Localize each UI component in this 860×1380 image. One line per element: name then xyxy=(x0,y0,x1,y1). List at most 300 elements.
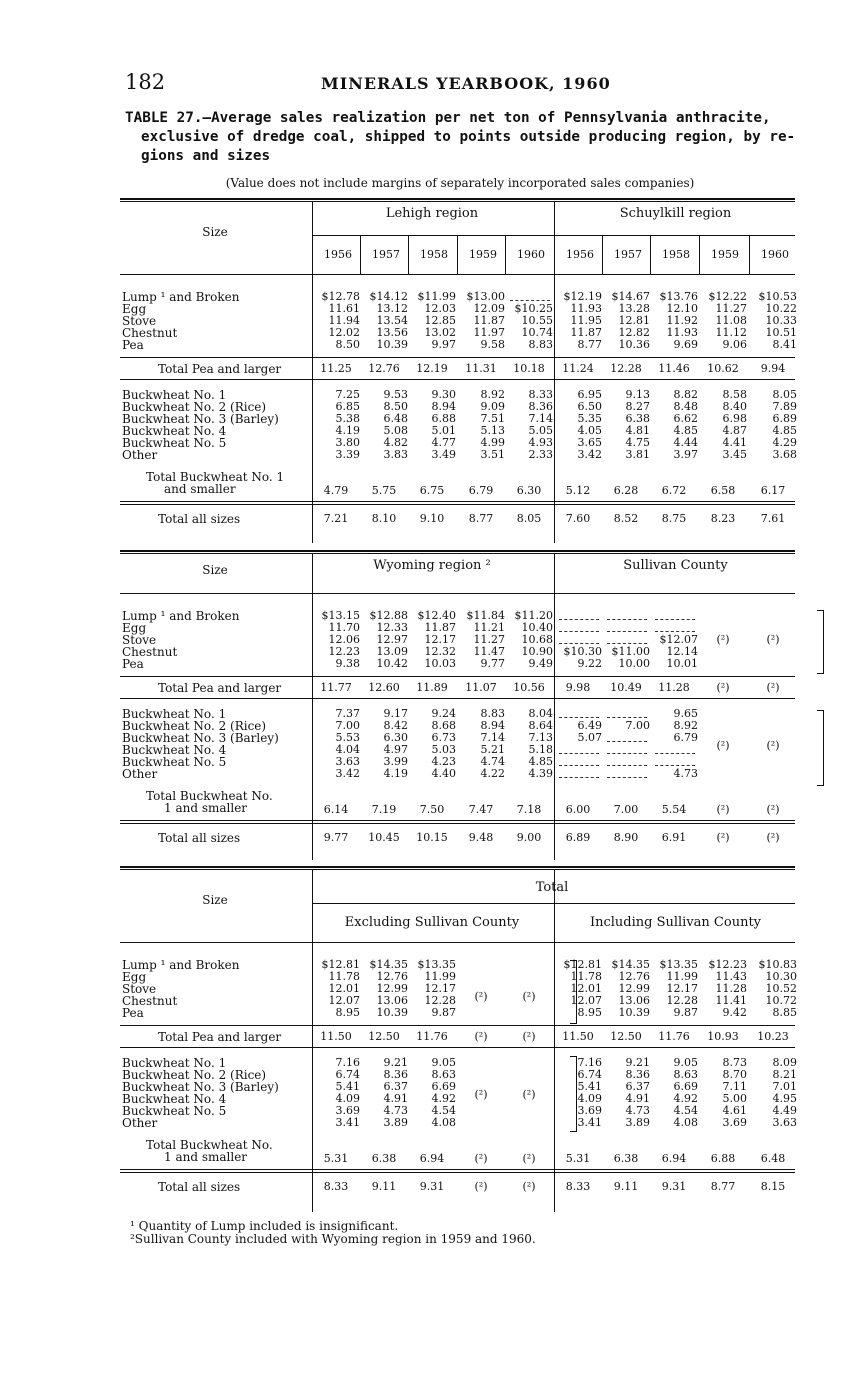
value-cell: 4.29 xyxy=(772,436,797,449)
value-cell: $12.78 xyxy=(321,290,360,303)
row-label: Total Pea and larger xyxy=(158,681,282,695)
value-cell: $13.35 xyxy=(659,958,698,971)
total-cell: 6.48 xyxy=(760,1152,786,1165)
value-cell: 4.23 xyxy=(431,755,456,768)
value-cell: 3.83 xyxy=(383,448,408,461)
row-label: Buckwheat No. 4 xyxy=(122,743,227,757)
rule-line xyxy=(120,869,795,870)
total-cell: 4.79 xyxy=(323,484,349,497)
row-label: Other xyxy=(122,767,158,781)
total-cell: (²) xyxy=(522,1180,536,1193)
value-cell: 12.17 xyxy=(424,982,456,995)
row-label: Buckwheat No. 2 (Rice) xyxy=(122,1068,267,1082)
total-cell: 8.90 xyxy=(613,831,639,844)
year-header: 1958 xyxy=(420,248,448,261)
value-cell: 4.91 xyxy=(625,1092,650,1105)
value-cell: 12.81 xyxy=(618,314,650,327)
value-cell: 6.69 xyxy=(673,1080,698,1093)
value-cell: 6.88 xyxy=(431,412,456,425)
value-cell: 8.09 xyxy=(772,1056,797,1069)
row-label: Total Pea and larger xyxy=(158,362,282,376)
value-cell: 3.99 xyxy=(383,755,408,768)
empty-cell xyxy=(559,631,599,632)
value-cell: 4.81 xyxy=(625,424,650,437)
value-cell: $12.23 xyxy=(708,958,747,971)
group-header: Excluding Sullivan County xyxy=(344,915,520,930)
value-cell: $12.81 xyxy=(563,958,602,971)
empty-cell xyxy=(607,753,647,754)
table-note: (Value does not include margins of separately incorporated sales companies) xyxy=(225,176,695,190)
value-cell: 4.82 xyxy=(383,436,408,449)
value-cell: 4.75 xyxy=(625,436,650,449)
value-cell: 7.25 xyxy=(335,388,360,401)
value-cell: 11.87 xyxy=(424,621,456,634)
column-divider xyxy=(505,236,506,274)
row-label: Total Pea and larger xyxy=(158,1030,282,1044)
value-cell: 11.94 xyxy=(328,314,360,327)
total-cell: 8.33 xyxy=(565,1180,591,1193)
value-cell: 10.30 xyxy=(765,970,797,983)
value-cell: 8.83 xyxy=(528,338,553,351)
size-header: Size xyxy=(202,563,228,577)
total-cell: 8.75 xyxy=(661,512,687,525)
value-cell: 6.50 xyxy=(577,400,602,413)
value-cell: 11.78 xyxy=(570,970,602,983)
total-cell: 10.15 xyxy=(416,831,448,844)
total-cell: 10.93 xyxy=(707,1030,739,1043)
value-cell: $14.67 xyxy=(611,290,650,303)
value-cell: 3.42 xyxy=(577,448,602,461)
year-header: 1959 xyxy=(469,248,497,261)
value-cell: 3.97 xyxy=(673,448,698,461)
value-cell: 12.99 xyxy=(618,982,650,995)
value-cell: 5.41 xyxy=(577,1080,602,1093)
group-header: Wyoming region ² xyxy=(373,558,491,573)
row-label: Chestnut xyxy=(122,645,178,659)
column-divider xyxy=(650,236,651,274)
value-cell: 13.56 xyxy=(376,326,408,339)
brace-note: (²) xyxy=(474,1088,488,1101)
brace xyxy=(817,610,824,674)
row-label: Lump ¹ and Broken xyxy=(122,609,240,623)
total-cell: 9.31 xyxy=(661,1180,687,1193)
empty-cell xyxy=(607,619,647,620)
value-cell: 12.33 xyxy=(376,621,408,634)
column-divider xyxy=(360,236,361,274)
value-cell: $12.88 xyxy=(369,609,408,622)
value-cell: 11.93 xyxy=(570,302,602,315)
row-label: Pea xyxy=(122,1006,144,1020)
value-cell: 5.03 xyxy=(431,743,456,756)
value-cell: 3.69 xyxy=(335,1104,360,1117)
brace xyxy=(570,960,577,1024)
value-cell: 4.87 xyxy=(722,424,747,437)
value-cell: 9.24 xyxy=(431,707,456,720)
column-divider xyxy=(457,236,458,274)
empty-cell xyxy=(607,643,647,644)
value-cell: 9.42 xyxy=(722,1006,747,1019)
value-cell: 4.54 xyxy=(673,1104,698,1117)
value-cell: $10.25 xyxy=(514,302,553,315)
value-cell: 13.06 xyxy=(376,994,408,1007)
empty-cell xyxy=(655,619,695,620)
total-cell: 6.38 xyxy=(613,1152,639,1165)
total-cell: 11.76 xyxy=(416,1030,448,1043)
value-cell: 8.42 xyxy=(383,719,408,732)
row-label: Buckwheat No. 3 (Barley) xyxy=(122,731,279,745)
rule-line xyxy=(120,1025,795,1026)
value-cell: 3.49 xyxy=(431,448,456,461)
empty-cell xyxy=(607,717,647,718)
total-cell: 7.19 xyxy=(371,803,397,816)
empty-cell xyxy=(655,765,695,766)
brace-note: (²) xyxy=(766,633,780,646)
total-cell: (²) xyxy=(474,1030,488,1043)
value-cell: 9.87 xyxy=(431,1006,456,1019)
value-cell: 11.92 xyxy=(666,314,698,327)
value-cell: 11.47 xyxy=(473,645,505,658)
value-cell: 3.42 xyxy=(335,767,360,780)
brace xyxy=(817,710,824,786)
value-cell: 8.21 xyxy=(772,1068,797,1081)
year-header: 1957 xyxy=(372,248,400,261)
value-cell: 6.37 xyxy=(383,1080,408,1093)
value-cell: 8.04 xyxy=(528,707,553,720)
value-cell: 11.12 xyxy=(715,326,747,339)
total-cell: 10.49 xyxy=(610,681,642,694)
value-cell: 4.19 xyxy=(335,424,360,437)
total-cell: 6.00 xyxy=(565,803,591,816)
value-cell: 11.43 xyxy=(715,970,747,983)
value-cell: 8.92 xyxy=(480,388,505,401)
value-cell: 11.61 xyxy=(328,302,360,315)
group-header: Including Sullivan County xyxy=(589,915,762,930)
value-cell: 11.95 xyxy=(570,314,602,327)
value-cell: 4.40 xyxy=(431,767,456,780)
row-label: Chestnut xyxy=(122,994,178,1008)
value-cell: 6.85 xyxy=(335,400,360,413)
value-cell: 5.38 xyxy=(335,412,360,425)
total-cell: 12.60 xyxy=(368,681,400,694)
value-cell: 9.05 xyxy=(673,1056,698,1069)
empty-cell xyxy=(510,300,550,301)
value-cell: 10.90 xyxy=(521,645,553,658)
footnote-2: ²Sullivan County included with Wyoming region in 1959 and 1960. xyxy=(130,1232,536,1246)
value-cell: 12.06 xyxy=(328,633,360,646)
footnote-1: ¹ Quantity of Lump included is insignificant. xyxy=(130,1219,399,1233)
value-cell: 3.69 xyxy=(722,1116,747,1129)
row-label: Buckwheat No. 4 xyxy=(122,424,227,438)
total-cell: 9.11 xyxy=(371,1180,397,1193)
value-cell: 4.85 xyxy=(528,755,553,768)
value-cell: 4.61 xyxy=(722,1104,747,1117)
page-number: 182 xyxy=(125,70,166,94)
row-label: Stove xyxy=(122,314,157,328)
row-label: Egg xyxy=(122,302,147,316)
total-cell: 11.31 xyxy=(465,362,497,375)
value-cell: $14.12 xyxy=(369,290,408,303)
value-cell: 8.63 xyxy=(673,1068,698,1081)
value-cell: 9.21 xyxy=(383,1056,408,1069)
value-cell: 9.53 xyxy=(383,388,408,401)
row-label: Buckwheat No. 2 (Rice) xyxy=(122,400,267,414)
value-cell: 10.74 xyxy=(521,326,553,339)
row-label: Buckwheat No. 2 (Rice) xyxy=(122,719,267,733)
value-cell: $12.07 xyxy=(659,633,698,646)
value-cell: 10.03 xyxy=(424,657,456,670)
brace-note: (²) xyxy=(522,990,536,1003)
value-cell: $11.00 xyxy=(611,645,650,658)
total-cell: (²) xyxy=(522,1030,536,1043)
total-cell: 11.89 xyxy=(416,681,448,694)
value-cell: 5.18 xyxy=(528,743,553,756)
total-cell: 8.52 xyxy=(613,512,639,525)
value-cell: $14.35 xyxy=(369,958,408,971)
total-cell: 5.31 xyxy=(323,1152,349,1165)
row-label: Total all sizes xyxy=(158,512,241,526)
value-cell: 3.68 xyxy=(772,448,797,461)
value-cell: 7.16 xyxy=(577,1056,602,1069)
rule-line xyxy=(120,201,795,202)
table-section-s2 xyxy=(120,550,795,860)
total-cell: 6.75 xyxy=(419,484,445,497)
rule-line xyxy=(120,501,795,502)
value-cell: 3.89 xyxy=(625,1116,650,1129)
row-label: and smaller xyxy=(164,482,236,496)
value-cell: 4.97 xyxy=(383,743,408,756)
size-header: Size xyxy=(202,225,228,239)
total-cell: (²) xyxy=(474,1180,488,1193)
rule-line xyxy=(120,550,795,552)
value-cell: 7.14 xyxy=(480,731,505,744)
value-cell: 4.41 xyxy=(722,436,747,449)
total-cell: 6.94 xyxy=(661,1152,687,1165)
value-cell: 7.00 xyxy=(335,719,360,732)
total-cell: 11.46 xyxy=(658,362,690,375)
value-cell: 3.80 xyxy=(335,436,360,449)
row-label: Buckwheat No. 5 xyxy=(122,1104,227,1118)
total-cell: 9.11 xyxy=(613,1180,639,1193)
value-cell: 12.99 xyxy=(376,982,408,995)
value-cell: 11.27 xyxy=(715,302,747,315)
value-cell: 3.69 xyxy=(577,1104,602,1117)
total-cell: (²) xyxy=(766,803,780,816)
empty-cell xyxy=(559,753,599,754)
total-cell: (²) xyxy=(766,831,780,844)
value-cell: 8.27 xyxy=(625,400,650,413)
total-cell: 8.05 xyxy=(516,512,542,525)
total-cell: 8.77 xyxy=(710,1180,736,1193)
value-cell: 11.87 xyxy=(570,326,602,339)
value-cell: 11.41 xyxy=(715,994,747,1007)
value-cell: 8.77 xyxy=(577,338,602,351)
value-cell: 9.97 xyxy=(431,338,456,351)
value-cell: 4.91 xyxy=(383,1092,408,1105)
total-cell: 6.38 xyxy=(371,1152,397,1165)
rule-line xyxy=(120,698,795,699)
value-cell: 4.77 xyxy=(431,436,456,449)
value-cell: 8.50 xyxy=(383,400,408,413)
total-cell: 10.23 xyxy=(757,1030,789,1043)
value-cell: 4.22 xyxy=(480,767,505,780)
empty-cell xyxy=(607,765,647,766)
table-title-line-3: gions and sizes xyxy=(141,148,271,164)
row-label: Buckwheat No. 1 xyxy=(122,707,227,721)
value-cell: 3.41 xyxy=(577,1116,602,1129)
value-cell: 12.82 xyxy=(618,326,650,339)
total-cell: (²) xyxy=(522,1152,536,1165)
value-cell: 6.30 xyxy=(383,731,408,744)
value-cell: 9.49 xyxy=(528,657,553,670)
total-cell: 6.14 xyxy=(323,803,349,816)
total-cell: 8.23 xyxy=(710,512,736,525)
value-cell: 12.76 xyxy=(376,970,408,983)
value-cell: 10.55 xyxy=(521,314,553,327)
value-cell: 3.63 xyxy=(772,1116,797,1129)
total-cell: 9.48 xyxy=(468,831,494,844)
value-cell: 13.09 xyxy=(376,645,408,658)
value-cell: 7.37 xyxy=(335,707,360,720)
value-cell: 11.97 xyxy=(473,326,505,339)
value-cell: 11.27 xyxy=(473,633,505,646)
value-cell: 7.51 xyxy=(480,412,505,425)
value-cell: 7.01 xyxy=(772,1080,797,1093)
total-cell: 12.19 xyxy=(416,362,448,375)
value-cell: 8.85 xyxy=(772,1006,797,1019)
value-cell: 3.63 xyxy=(335,755,360,768)
value-cell: 13.06 xyxy=(618,994,650,1007)
total-cell: 6.30 xyxy=(516,484,542,497)
rule-line xyxy=(120,1172,795,1173)
value-cell: $12.19 xyxy=(563,290,602,303)
value-cell: 8.68 xyxy=(431,719,456,732)
value-cell: 9.38 xyxy=(335,657,360,670)
value-cell: 12.28 xyxy=(666,994,698,1007)
value-cell: 4.09 xyxy=(335,1092,360,1105)
total-cell: 8.10 xyxy=(371,512,397,525)
value-cell: 4.39 xyxy=(528,767,553,780)
rule-line xyxy=(120,1169,795,1170)
value-cell: $14.35 xyxy=(611,958,650,971)
row-label: Egg xyxy=(122,970,147,984)
value-cell: 5.05 xyxy=(528,424,553,437)
total-cell: 11.77 xyxy=(320,681,352,694)
total-cell: 6.79 xyxy=(468,484,494,497)
total-cell: 11.28 xyxy=(658,681,690,694)
rule-line xyxy=(120,379,795,380)
row-label: Buckwheat No. 1 xyxy=(122,388,227,402)
value-cell: 12.02 xyxy=(328,326,360,339)
value-cell: 9.17 xyxy=(383,707,408,720)
column-divider xyxy=(408,236,409,274)
row-label: Total Buckwheat No. xyxy=(146,1138,273,1152)
empty-cell xyxy=(607,631,647,632)
value-cell: 4.54 xyxy=(431,1104,456,1117)
value-cell: 10.36 xyxy=(618,338,650,351)
group-header: Sullivan County xyxy=(623,558,728,573)
row-label: Lump ¹ and Broken xyxy=(122,290,240,304)
empty-cell xyxy=(559,643,599,644)
brace-note: (²) xyxy=(766,739,780,752)
total-cell: 9.10 xyxy=(419,512,445,525)
year-header: 1959 xyxy=(711,248,739,261)
value-cell: 10.00 xyxy=(618,657,650,670)
value-cell: 4.74 xyxy=(480,755,505,768)
total-cell: 7.00 xyxy=(613,803,639,816)
rule-line xyxy=(120,866,795,868)
value-cell: $11.20 xyxy=(514,609,553,622)
total-cell: 9.77 xyxy=(323,831,349,844)
group-header: Lehigh region xyxy=(385,206,479,221)
value-cell: 9.65 xyxy=(673,707,698,720)
empty-cell xyxy=(655,631,695,632)
value-cell: 6.48 xyxy=(383,412,408,425)
value-cell: 4.08 xyxy=(431,1116,456,1129)
value-cell: 4.95 xyxy=(772,1092,797,1105)
value-cell: 13.54 xyxy=(376,314,408,327)
value-cell: 8.50 xyxy=(335,338,360,351)
total-cell: 12.76 xyxy=(368,362,400,375)
value-cell: 9.05 xyxy=(431,1056,456,1069)
row-label: Buckwheat No. 5 xyxy=(122,755,227,769)
total-cell: 6.58 xyxy=(710,484,736,497)
value-cell: 9.30 xyxy=(431,388,456,401)
value-cell: 9.69 xyxy=(673,338,698,351)
value-cell: 9.87 xyxy=(673,1006,698,1019)
total-cell: 7.61 xyxy=(760,512,786,525)
total-cell: (²) xyxy=(716,831,730,844)
total-cell: 6.89 xyxy=(565,831,591,844)
value-cell: 10.22 xyxy=(765,302,797,315)
brace-note: (²) xyxy=(474,990,488,1003)
value-cell: 10.33 xyxy=(765,314,797,327)
value-cell: $13.15 xyxy=(321,609,360,622)
value-cell: 11.99 xyxy=(666,970,698,983)
rule-line xyxy=(120,593,795,594)
value-cell: 11.93 xyxy=(666,326,698,339)
value-cell: 8.95 xyxy=(577,1006,602,1019)
column-divider xyxy=(749,236,750,274)
value-cell: 12.10 xyxy=(666,302,698,315)
total-cell: 11.07 xyxy=(465,681,497,694)
value-cell: 9.09 xyxy=(480,400,505,413)
value-cell: 8.36 xyxy=(383,1068,408,1081)
total-cell: 9.98 xyxy=(565,681,591,694)
value-cell: 12.07 xyxy=(570,994,602,1007)
value-cell: 9.77 xyxy=(480,657,505,670)
group-header: Total xyxy=(535,880,569,895)
rule-line xyxy=(120,820,795,821)
total-cell: 11.50 xyxy=(320,1030,352,1043)
total-cell: (²) xyxy=(766,681,780,694)
year-header: 1956 xyxy=(324,248,352,261)
rule-line xyxy=(120,357,795,358)
total-cell: 9.00 xyxy=(516,831,542,844)
total-cell: 10.56 xyxy=(513,681,545,694)
total-cell: (²) xyxy=(716,681,730,694)
row-label: Total all sizes xyxy=(158,1180,241,1194)
value-cell: 7.89 xyxy=(772,400,797,413)
rule-line xyxy=(120,823,795,824)
row-label: Buckwheat No. 1 xyxy=(122,1056,227,1070)
value-cell: 3.89 xyxy=(383,1116,408,1129)
value-cell: 6.38 xyxy=(625,412,650,425)
value-cell: 10.52 xyxy=(765,982,797,995)
total-cell: 12.50 xyxy=(610,1030,642,1043)
row-label: Buckwheat No. 5 xyxy=(122,436,227,450)
total-cell: 6.94 xyxy=(419,1152,445,1165)
value-cell: 10.51 xyxy=(765,326,797,339)
